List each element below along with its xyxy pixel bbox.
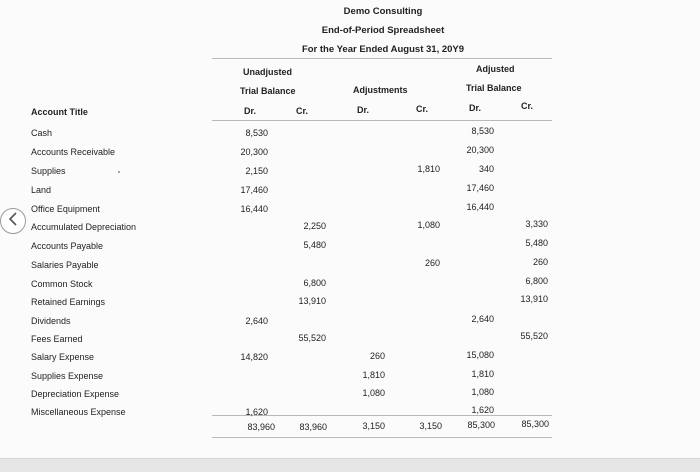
- account-name: Accumulated Depreciation: [31, 222, 137, 232]
- adjusted-trial-balance-header: Trial Balance: [466, 83, 522, 93]
- cell-tb-dr: 2,640: [245, 316, 268, 326]
- cell-tb-dr: 1,620: [245, 407, 268, 417]
- cell-adj-cr: 1,810: [417, 164, 440, 174]
- cell-tb-dr: 20,300: [240, 147, 268, 157]
- total-tb-cr: 83,960: [299, 422, 327, 432]
- account-name: Accounts Receivable: [31, 147, 116, 157]
- account-name: Salary Expense: [31, 352, 95, 362]
- total-adj-cr: 3,150: [419, 421, 442, 431]
- atb-dr-header: Dr.: [469, 103, 482, 113]
- cell-tb-dr: 14,820: [240, 352, 268, 362]
- cell-tb-cr: 5,480: [303, 240, 326, 250]
- cell-atb-dr: 2,640: [471, 314, 494, 324]
- cell-atb-cr: 260: [532, 257, 548, 267]
- account-name: Salaries Payable: [31, 260, 99, 270]
- cell-atb-cr: 55,520: [520, 331, 548, 341]
- account-name: Land: [31, 185, 52, 195]
- unadjusted-header: Unadjusted: [243, 67, 293, 77]
- account-name: Supplies: [31, 166, 66, 176]
- account-name: Cash: [31, 128, 53, 138]
- adj-cr-header: Cr.: [416, 104, 429, 114]
- account-name: Supplies Expense: [31, 371, 104, 381]
- header-rule: [212, 120, 552, 121]
- period-line: For the Year Ended August 31, 20Y9: [301, 44, 465, 55]
- adjustments-header: Adjustments: [353, 85, 408, 95]
- cell-atb-dr: 1,620: [471, 405, 494, 415]
- tb-cr-header: Cr.: [296, 106, 309, 116]
- account-name: Miscellaneous Expense: [31, 407, 126, 417]
- cell-adj-dr: 260: [369, 351, 385, 361]
- cell-atb-cr: 5,480: [525, 238, 548, 248]
- total-atb-dr: 85,300: [467, 420, 495, 430]
- account-name: Depreciation Expense: [31, 389, 120, 399]
- company-name: Demo Consulting: [343, 6, 423, 17]
- cell-atb-cr: 13,910: [520, 294, 548, 304]
- cell-tb-dr: 2,150: [245, 166, 268, 176]
- adj-dr-header: Dr.: [357, 105, 370, 115]
- cell-tb-dr: 16,440: [240, 204, 268, 214]
- cell-tb-cr: 6,800: [303, 278, 326, 288]
- cell-atb-dr: 340: [478, 164, 494, 174]
- total-tb-dr: 83,960: [247, 422, 275, 432]
- spreadsheet-title: End-of-Period Spreadsheet: [321, 25, 445, 36]
- cell-adj-cr: 1,080: [417, 220, 440, 230]
- atb-cr-header: Cr.: [521, 101, 534, 111]
- cell-atb-dr: 1,080: [471, 387, 494, 397]
- bottom-strip: [0, 458, 700, 472]
- cell-atb-cr: 3,330: [525, 219, 548, 229]
- cell-adj-dr: 1,810: [362, 370, 385, 380]
- unadjusted-trial-balance-header: Trial Balance: [240, 86, 296, 96]
- stray-dot: [118, 171, 120, 173]
- account-name: Common Stock: [31, 279, 93, 289]
- total-adj-dr: 3,150: [362, 421, 385, 431]
- cell-atb-cr: 6,800: [525, 276, 548, 286]
- account-name: Fees Earned: [31, 334, 83, 344]
- cell-adj-dr: 1,080: [362, 388, 385, 398]
- heading-rule: [212, 58, 552, 59]
- back-button[interactable]: [0, 208, 26, 234]
- total-atb-cr: 85,300: [521, 419, 549, 429]
- cell-adj-cr: 260: [424, 258, 440, 268]
- account-name: Dividends: [31, 316, 71, 326]
- account-title-header: Account Title: [31, 107, 88, 117]
- cell-tb-cr: 2,250: [303, 221, 326, 231]
- tb-dr-header: Dr.: [244, 106, 257, 116]
- cell-atb-dr: 16,440: [466, 202, 494, 212]
- account-name: Accounts Payable: [31, 241, 104, 251]
- cell-atb-dr: 20,300: [466, 145, 494, 155]
- cell-tb-cr: 55,520: [298, 333, 326, 343]
- cell-tb-dr: 8,530: [245, 128, 268, 138]
- chevron-left-icon: [8, 212, 18, 231]
- cell-tb-cr: 13,910: [298, 296, 326, 306]
- account-name: Retained Earnings: [31, 297, 106, 307]
- cell-tb-dr: 17,460: [240, 185, 268, 195]
- cell-atb-dr: 1,810: [471, 369, 494, 379]
- cell-atb-dr: 8,530: [471, 126, 494, 136]
- account-name: Office Equipment: [31, 204, 100, 214]
- cell-atb-dr: 17,460: [466, 183, 494, 193]
- adjusted-header: Adjusted: [476, 64, 515, 74]
- cell-atb-dr: 15,080: [466, 350, 494, 360]
- bottom-rule: [212, 437, 552, 438]
